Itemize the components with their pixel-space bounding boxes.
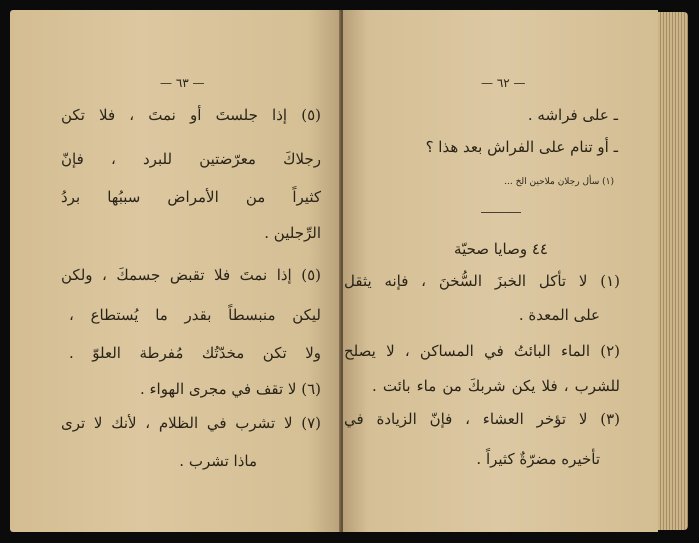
- text-line: (١) لا تأكل الخبزَ السُّخنَ ، فإنه يثقل: [344, 272, 620, 290]
- text-line: على المعدة .: [518, 306, 600, 324]
- text-line: (٥) إذا نمتَ فلا تقبض جسمكَ ، ولكن: [61, 266, 321, 284]
- text-line: (٣) لا تؤخر العشاء ، فإنّ الزيادة في: [344, 410, 620, 428]
- page-number: — ٦٢ —: [481, 76, 526, 90]
- text-line: (٦) لا تقف في مجرى الهواء .: [139, 380, 321, 398]
- text-line: ماذا تشرب .: [179, 452, 257, 470]
- text-line: (٧) لا تشرب في الظلام ، لأنك لا ترى: [61, 414, 321, 432]
- text-line: ليكن منبسطاً بقدر ما يُستطاع ،: [69, 306, 321, 324]
- page-number: — ٦٣ —: [160, 76, 205, 90]
- text-line: رجلاكَ معرّضتين للبرد ، فإنّ: [61, 150, 321, 168]
- text-line: ـ أو تنام على الفراش بعد هذا ؟: [425, 138, 618, 156]
- text-line: (٢) الماء البائتُ في المساكن ، لا يصلح: [344, 342, 620, 360]
- text-line: (٥) إذا جلستَ أو نمتَ ، فلا تكن: [61, 106, 321, 124]
- left-page: [10, 10, 341, 532]
- page-edges: [658, 12, 688, 530]
- text-line: ولا تكن مخدّتُك مُفرطة العلوّ .: [69, 344, 321, 362]
- section-heading: ٤٤ وصايا صحيّة: [454, 240, 548, 258]
- right-page: [343, 10, 658, 532]
- footnote: (١) سأل رجلان ملاحين الخ ...: [504, 177, 614, 187]
- text-line: ـ على فراشه .: [527, 106, 618, 124]
- text-line: للشرب ، فلا يكن شربكَ من ماء بائت .: [372, 377, 620, 395]
- text-line: كثيراً من الأمراض سببُها بردُ: [61, 188, 321, 206]
- text-line: تأخيره مضرّةٌ كثيراً .: [476, 450, 600, 468]
- text-line: الرِّجلين .: [264, 224, 321, 242]
- section-divider: [481, 212, 521, 213]
